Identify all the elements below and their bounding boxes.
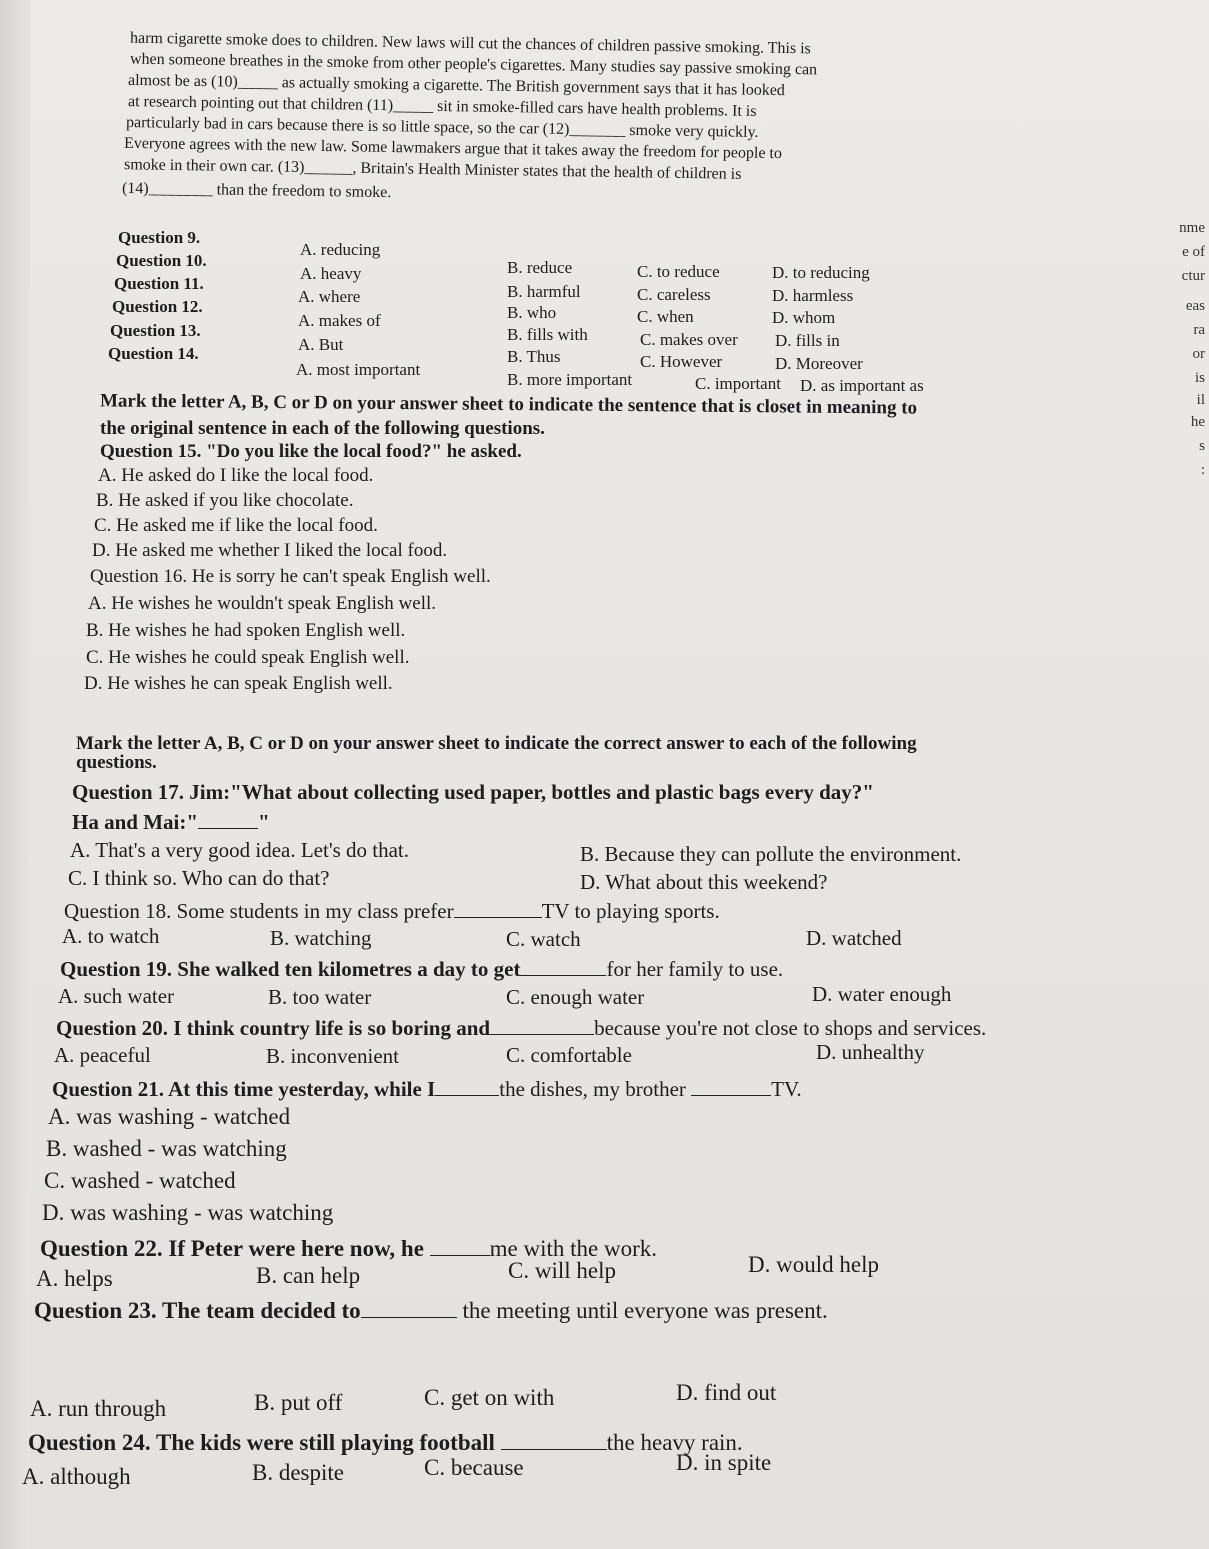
answer-blank[interactable] [198, 807, 258, 829]
option-b[interactable]: B. He wishes he had spoken English well. [86, 620, 406, 641]
option-d[interactable]: D. What about this weekend? [580, 870, 828, 894]
question-18-text [64, 896, 720, 924]
question-stem-start: Question 20. I think country life is so boring and [56, 1016, 491, 1040]
question-label: Question 12. [112, 297, 203, 316]
option-c[interactable]: C. get on with [424, 1385, 555, 1410]
edge-fragment: il [1196, 392, 1205, 408]
edge-fragment: ctur [1181, 268, 1205, 284]
question-15-stem [100, 441, 522, 463]
passage-line: smoke in their own car. (13)______, Britain's Health Minister states that the health of children is [123, 156, 742, 183]
option-c[interactable]: C. will help [508, 1258, 616, 1283]
option-b[interactable]: B. fills with [507, 325, 588, 344]
question-stem-start: Question 19. She walked ten kilometres a day to get [60, 957, 521, 981]
answer-blank[interactable] [454, 896, 542, 918]
option-a[interactable]: A. to watch [62, 924, 160, 948]
option-d[interactable]: D. as important as [800, 376, 924, 395]
option-d[interactable]: D. unhealthy [816, 1040, 925, 1064]
option-c[interactable]: C. makes over [640, 330, 738, 349]
option-d[interactable]: D. Moreover [775, 354, 863, 373]
option-a[interactable]: A. But [298, 335, 344, 354]
option-a[interactable]: A. That's a very good idea. Let's do that. [70, 838, 410, 862]
question-stem-start: Question 22. If Peter were here now, he [40, 1236, 424, 1261]
option-d[interactable]: D. He wishes he can speak English well. [84, 673, 393, 694]
option-a[interactable]: A. He asked do I like the local food. [98, 465, 374, 486]
question-stem-end: me with the work. [489, 1236, 658, 1261]
option-b[interactable]: B. put off [254, 1390, 343, 1415]
speaker-label: Ha and Mai:" [72, 810, 198, 834]
option-b[interactable]: B. more important [507, 370, 633, 389]
option-a[interactable]: A. such water [58, 984, 175, 1008]
option-d[interactable]: D. whom [772, 308, 836, 327]
option-a[interactable]: A. heavy [300, 264, 362, 283]
option-a[interactable]: A. He wishes he wouldn't speak English well. [88, 593, 437, 614]
option-a[interactable]: A. although [22, 1464, 131, 1489]
passage-line: at research pointing out that children (11)_____ sit in smoke-filled cars have health problems. It is [127, 93, 757, 120]
instruction-text: questions. [76, 752, 157, 773]
question-stem-start: Question 21. At this time yesterday, while I [52, 1077, 436, 1101]
option-c[interactable]: C. I think so. Who can do that? [68, 866, 330, 890]
option-b[interactable]: B. inconvenient [266, 1044, 399, 1068]
option-c[interactable]: C. when [637, 307, 694, 326]
answer-blank[interactable] [435, 1074, 499, 1096]
answer-blank[interactable] [501, 1426, 607, 1450]
option-b[interactable]: B. He asked if you like chocolate. [96, 490, 354, 511]
passage-line: harm cigarette smoke does to children. New laws will cut the chances of children passive smoking. This is [129, 29, 811, 58]
option-c[interactable]: C. watch [506, 927, 581, 951]
edge-fragment: s [1199, 438, 1205, 454]
question-stem-end: TV to playing sports. [541, 899, 720, 923]
option-d[interactable]: D. would help [748, 1252, 879, 1277]
instruction-text: Mark the letter A, B, C or D on your answer sheet to indicate the sentence that is closet in meaning to [99, 390, 918, 419]
passage-line: almost be as (10)_____ as actually smoking a cigarette. The British government says that it has looked [127, 71, 785, 100]
edge-fragment: or [1192, 346, 1205, 362]
instruction-text: the original sentence in each of the following questions. [100, 418, 545, 439]
passage-line: particularly bad in cars because there is so little space, so the car (12)_______ smoke very quickly. [125, 114, 759, 141]
option-b[interactable]: B. too water [268, 985, 372, 1009]
option-d[interactable]: D. find out [676, 1380, 777, 1405]
option-d[interactable]: D. to reducing [772, 263, 870, 282]
option-b[interactable]: B. watching [270, 926, 372, 950]
question-label: Question 13. [110, 321, 201, 340]
option-b[interactable]: B. reduce [507, 258, 573, 277]
option-d[interactable]: D. was washing - was watching [42, 1200, 334, 1225]
option-b[interactable]: B. washed - was watching [46, 1136, 287, 1161]
question-stem-end: the meeting until everyone was present. [462, 1298, 828, 1323]
question-16-text: Question 16. He is sorry he can't speak English well. [90, 566, 491, 587]
option-b[interactable]: B. despite [252, 1460, 344, 1485]
answer-blank[interactable] [361, 1294, 457, 1318]
option-c[interactable]: C. comfortable [506, 1043, 632, 1067]
passage-line: when someone breathes in the smoke from other people's cigarettes. Many studies say passive smoking can [129, 50, 818, 79]
page-fold-shadow [0, 0, 30, 1549]
option-c[interactable]: C. because [424, 1455, 524, 1480]
option-c[interactable]: C. However [640, 352, 723, 371]
question-19-text [60, 954, 783, 982]
option-d[interactable]: D. harmless [772, 286, 854, 305]
option-a[interactable]: A. was washing - watched [48, 1104, 291, 1129]
question-stem-end: TV. [771, 1077, 802, 1101]
question-label: Question 9. [118, 228, 201, 247]
option-c[interactable]: C. to reduce [637, 262, 720, 281]
option-c[interactable]: C. important [695, 374, 781, 393]
question-16-stem [90, 566, 491, 588]
question-15-text: Question 15. "Do you like the local food?" he asked. [100, 441, 522, 462]
answer-blank[interactable] [430, 1232, 490, 1256]
option-c[interactable]: C. He wishes he could speak English well. [86, 647, 410, 668]
question-label: Question 14. [108, 344, 199, 363]
edge-fragment: eas [1185, 298, 1205, 314]
option-c[interactable]: C. He asked me if like the local food. [94, 515, 378, 536]
passage-line: (14)________ than the freedom to smoke. [121, 179, 392, 202]
option-d[interactable]: D. fills in [775, 331, 840, 350]
question-stem-start: Question 23. The team decided to [34, 1298, 361, 1323]
edge-fragment: ra [1193, 322, 1205, 338]
option-b[interactable]: B. can help [256, 1263, 361, 1288]
option-d[interactable]: D. watched [806, 926, 902, 950]
passage-line: Everyone agrees with the new law. Some lawmakers argue that it takes away the freedom for people to [123, 134, 783, 163]
option-a[interactable]: A. reducing [300, 240, 381, 259]
option-c[interactable]: C. enough water [506, 985, 645, 1009]
question-stem-start: Question 18. Some students in my class prefer [64, 899, 454, 923]
option-d[interactable]: D. He asked me whether I liked the local food. [92, 540, 448, 561]
edge-fragment: is [1194, 370, 1205, 386]
edge-fragment: e of [1182, 244, 1205, 260]
edge-fragment: : [1200, 462, 1205, 478]
answer-blank[interactable] [691, 1074, 771, 1096]
question-stem-end: for her family to use. [606, 957, 784, 981]
question-stem-end: the heavy rain. [606, 1430, 743, 1455]
edge-fragment: nme [1179, 220, 1205, 236]
option-a[interactable]: A. run through [30, 1396, 167, 1421]
option-d[interactable]: D. in spite [676, 1450, 772, 1475]
question-20-text [56, 1013, 986, 1041]
edge-fragment: he [1190, 414, 1205, 430]
option-b[interactable]: B. Thus [507, 347, 561, 366]
option-a[interactable]: A. peaceful [54, 1043, 151, 1067]
question-21-text [52, 1074, 802, 1102]
question-stem-end: because you're not close to shops and services. [594, 1016, 987, 1040]
question-label: Question 10. [116, 251, 207, 270]
option-a[interactable]: A. helps [36, 1266, 113, 1291]
question-stem-start: Question 24. The kids were still playing football [28, 1430, 495, 1455]
option-a[interactable]: A. most important [296, 360, 421, 379]
answer-blank[interactable] [520, 954, 606, 976]
answer-blank[interactable] [490, 1013, 594, 1035]
instruction-text: Mark the letter A, B, C or D on your answer sheet to indicate the correct answer to each of the following [76, 733, 917, 754]
question-24-text [28, 1426, 743, 1456]
question-stem-mid: the dishes, my brother [499, 1077, 686, 1101]
option-c[interactable]: C. careless [637, 285, 711, 304]
question-label: Question 11. [114, 274, 204, 293]
option-b[interactable]: B. Because they can pollute the environment. [580, 842, 962, 866]
option-b[interactable]: B. who [507, 303, 557, 322]
option-b[interactable]: B. harmful [507, 282, 581, 301]
closing-quote: " [258, 810, 270, 834]
option-d[interactable]: D. water enough [812, 982, 952, 1006]
question-17-text: Question 17. Jim:"What about collecting used paper, bottles and plastic bags every day?" [72, 780, 874, 804]
question-17-speaker [72, 807, 270, 835]
option-a[interactable]: A. where [298, 287, 361, 306]
option-a[interactable]: A. makes of [298, 311, 381, 330]
question-23-text [34, 1294, 828, 1324]
option-c[interactable]: C. washed - watched [44, 1168, 236, 1193]
